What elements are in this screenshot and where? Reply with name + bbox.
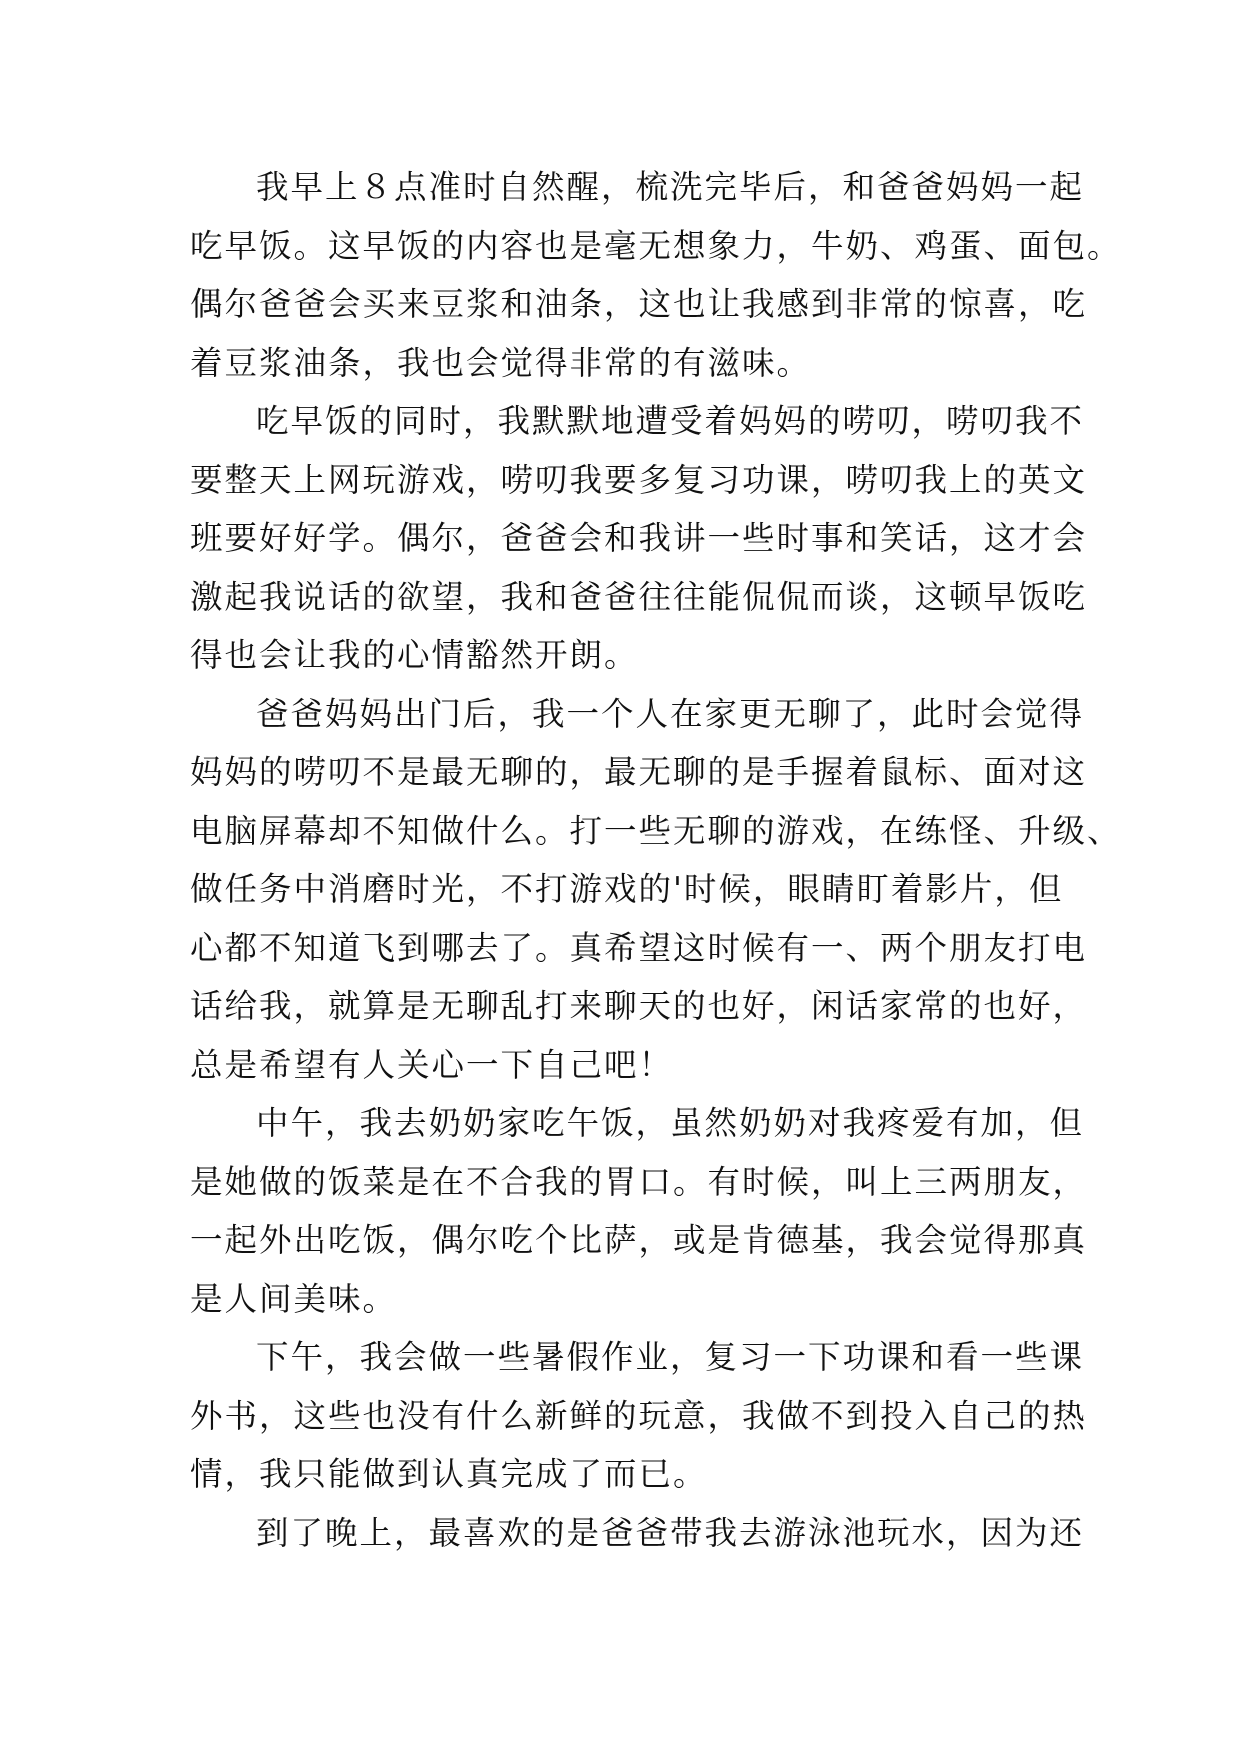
body-text bbox=[190, 158, 1122, 1562]
text-line: 得也会让我的心情豁然开朗。 bbox=[190, 636, 639, 674]
text-line: 下午，我会做一些暑假作业，复习一下功课和看一些课 bbox=[256, 1338, 1085, 1376]
text-line: 偶尔爸爸会买来豆浆和油条，这也让我感到非常的惊喜，吃 bbox=[190, 285, 1088, 323]
text-line: 班要好好学。偶尔，爸爸会和我讲一些时事和笑话，这才会 bbox=[190, 519, 1088, 557]
text-line: 做任务中消磨时光，不打游戏的'时候，眼睛盯着影片，但 bbox=[190, 870, 1064, 908]
text-line: 爸爸妈妈出门后，我一个人在家更无聊了，此时会觉得 bbox=[256, 694, 1085, 733]
text-line: 电脑屏幕却不知做什么。打一些无聊的游戏，在练怪、升级、 bbox=[190, 811, 1122, 850]
text-line: 吃早饭的同时，我默默地遭受着妈妈的唠叨，唠叨我不 bbox=[256, 402, 1085, 440]
text-line: 吃早饭。这早饭的内容也是毫无想象力，牛奶、鸡蛋、面包。 bbox=[190, 226, 1122, 265]
text-line: 话给我，就算是无聊乱打来聊天的也好，闲话家常的也好， bbox=[190, 987, 1088, 1025]
text-line: 总是希望有人关心一下自己吧！ bbox=[190, 1045, 674, 1084]
text-line: 我早上８点准时自然醒，梳洗完毕后，和爸爸妈妈一起 bbox=[256, 168, 1085, 206]
text-line: 妈妈的唠叨不是最无聊的，最无聊的是手握着鼠标、面对这 bbox=[190, 753, 1088, 791]
text-line: 到了晚上，最喜欢的是爸爸带我去游泳池玩水，因为还 bbox=[256, 1513, 1085, 1552]
text-line: 是她做的饭菜是在不合我的胃口。有时候，叫上三两朋友， bbox=[190, 1162, 1088, 1201]
text-line: 一起外出吃饭，偶尔吃个比萨，或是肯德基，我会觉得那真 bbox=[190, 1221, 1088, 1259]
text-line: 是人间美味。 bbox=[190, 1279, 398, 1318]
text-line: 情，我只能做到认真完成了而已。 bbox=[190, 1455, 708, 1493]
text-line: 心都不知道飞到哪去了。真希望这时候有一、两个朋友打电 bbox=[190, 928, 1088, 967]
text-line: 着豆浆油条，我也会觉得非常的有滋味。 bbox=[190, 343, 812, 382]
text-line: 外书，这些也没有什么新鲜的玩意，我做不到投入自己的热 bbox=[190, 1396, 1088, 1435]
text-line: 要整天上网玩游戏，唠叨我要多复习功课，唠叨我上的英文 bbox=[190, 460, 1088, 499]
text-line: 中午，我去奶奶家吃午饭，虽然奶奶对我疼爱有加，但 bbox=[256, 1104, 1085, 1142]
text-line: 激起我说话的欲望，我和爸爸往往能侃侃而谈，这顿早饭吃 bbox=[190, 577, 1088, 616]
